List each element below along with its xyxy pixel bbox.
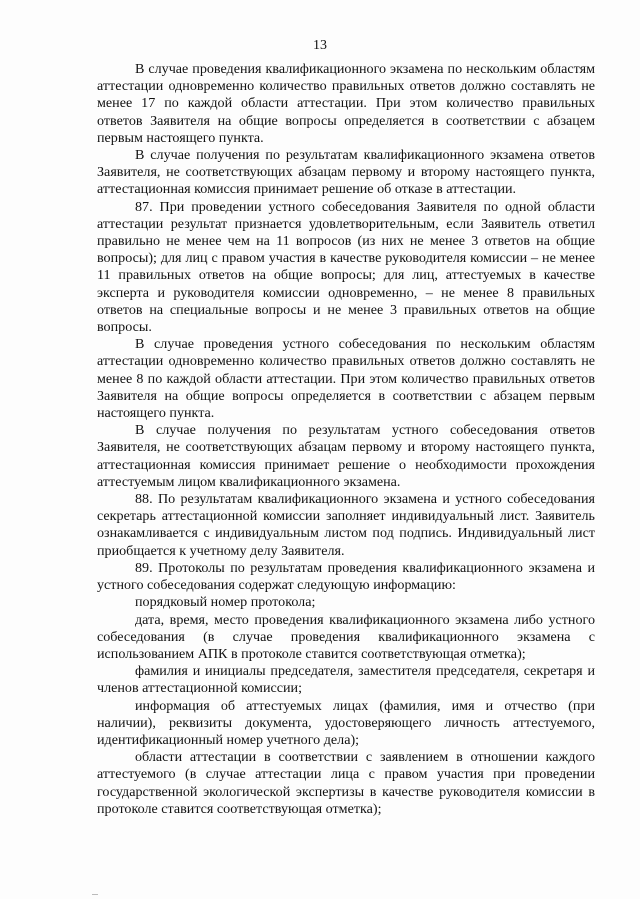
paragraph: В случае проведения квалификационного экзамена по нескольким областям аттестации одновременно количество правильных ответов должно составлять не менее 17 по каждой области аттестации. При этом количество правильных ответов Заявителя на общие вопросы определяется в соответствии с абзацем первым настоящего пункта.: [97, 61, 595, 146]
paragraph: В случае проведения устного собеседования по нескольким областям аттестации одновременно количество правильных ответов должно составлять не менее 8 по каждой области аттестации. При этом количество правильных ответов Заявителя на общие вопросы определяется в соответствии с абзацем первым настоящего пункта.: [97, 336, 595, 422]
paragraph-item-87: 87. При проведении устного собеседования Заявителя по одной области аттестации результат признается удовлетворительным, если Заявитель ответил правильно не менее чем на 11 вопросов (из них не менее 3 ответов на общие вопросы); для лиц с правом участия в качестве руководителя комиссии – не менее 11 правильных ответов на общие вопросы; для лиц, аттестуемых в качестве эксперта и руководителя комиссии одновременно, – не менее 8 правильных ответов на специальные вопросы и не менее 3 правильных ответов на общие вопросы.: [97, 198, 595, 336]
paragraph-item-89: 89. Протоколы по результатам проведения квалификационного экзамена и устного собеседования содержат следующую информацию:: [97, 559, 595, 594]
list-item: области аттестации в соответствии с заявлением в отношении каждого аттестуемого (в случае аттестации лица с правом участия при проведении государственной экологической экспертизы в качестве руководителя комиссии в протоколе ставится соответствующая отметка);: [97, 749, 595, 817]
document-body: [97, 61, 595, 818]
list-item: фамилия и инициалы председателя, заместителя председателя, секретаря и членов аттестационной комиссии;: [97, 663, 595, 697]
list-item: информация об аттестуемых лицах (фамилия, имя и отчество (при наличии), реквизиты документа, удостоверяющего личность аттестуемого, идентификационный номер учетного дела);: [97, 697, 595, 748]
paragraph-item-88: 88. По результатам квалификационного экзамена и устного собеседования секретарь аттестационной комиссии заполняет индивидуальный лист. Заявитель ознакамливается с индивидуальным листом под подпись. Индивидуальный лист приобщается к учетному делу Заявителя.: [97, 491, 595, 559]
list-item: порядковый номер протокола;: [135, 594, 316, 611]
list-item: дата, время, место проведения квалификационного экзамена либо устного собеседования (в случае проведения квалификационного экзамена с использованием АПК в протоколе ставится соответствующая отметка);: [97, 611, 595, 662]
paragraph: В случае получения по результатам квалификационного экзамена ответов Заявителя, не соответствующих абзацам первому и второму настоящего пункта, аттестационная комиссия принимает решение об отказе в аттестации.: [97, 147, 595, 198]
page-number: 13: [313, 38, 327, 53]
paragraph: В случае получения по результатам устного собеседования ответов Заявителя, не соответствующих абзацам первому и второму настоящего пункта, аттестационная комиссия принимает решение о необходимости прохождения аттестуемым лицом квалификационного экзамена.: [97, 422, 595, 490]
scan-edge-mark: [92, 894, 98, 895]
